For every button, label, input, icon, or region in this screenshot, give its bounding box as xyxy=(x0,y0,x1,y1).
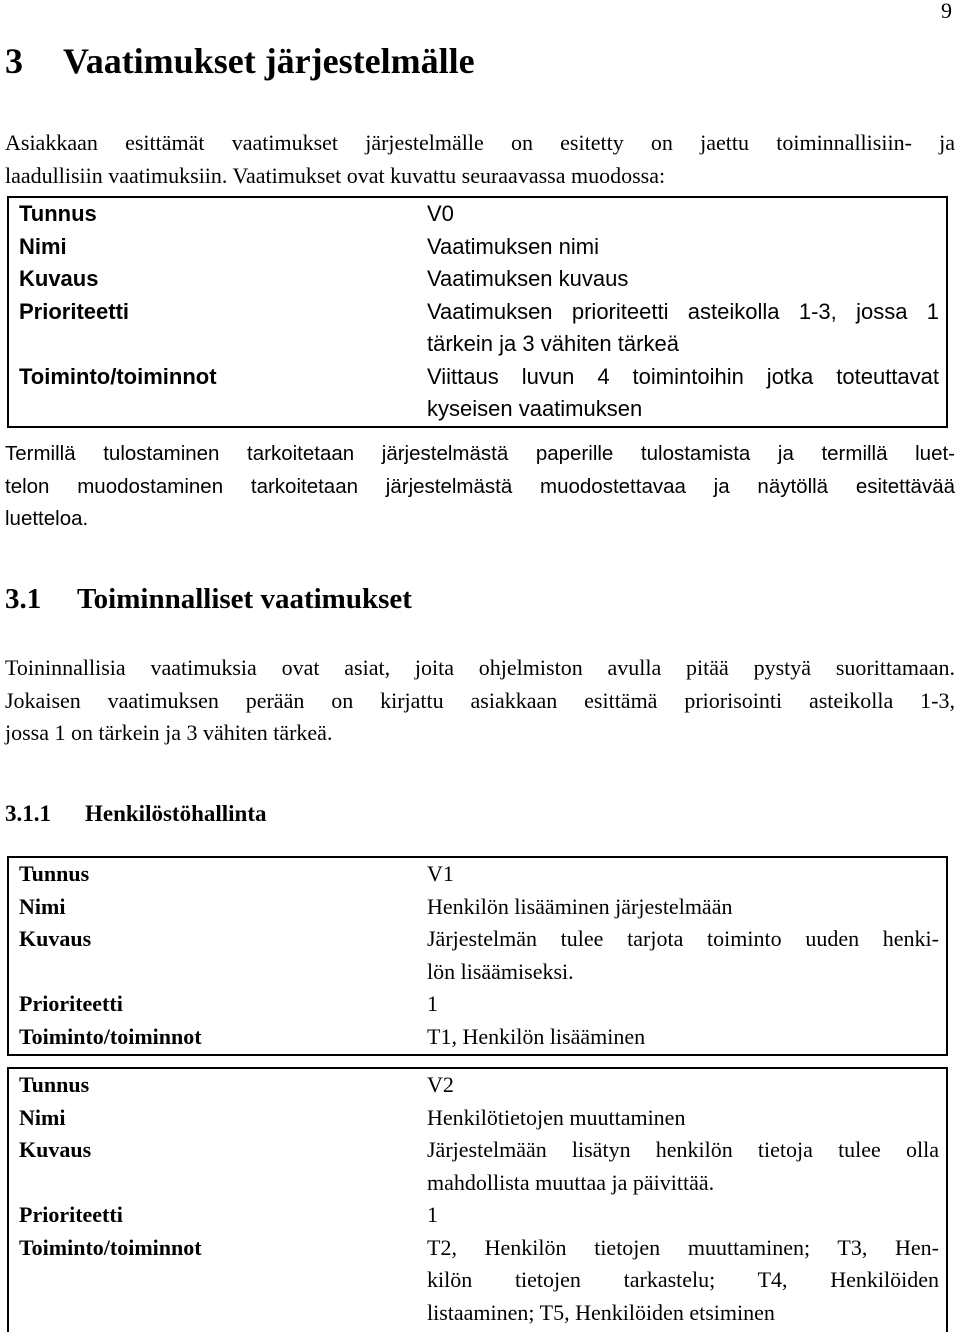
subsubsection-title: Henkilöstöhallinta xyxy=(85,801,267,826)
field-label: Nimi xyxy=(19,1104,66,1130)
table-row xyxy=(9,361,946,426)
field-value: T1, Henkilön lisääminen xyxy=(427,1023,646,1049)
field-label: Tunnus xyxy=(19,861,90,886)
field-value: Vaatimuksen nimi xyxy=(427,233,599,259)
paragraph-line: laadullisiin vaatimuksiin. Vaatimukset ovat kuvattu seuraavassa muodossa: xyxy=(5,162,666,188)
table-row xyxy=(9,1199,946,1232)
field-label: Nimi xyxy=(19,233,67,259)
section-title: Vaatimukset järjestelmälle xyxy=(63,41,475,81)
table-row xyxy=(9,1232,946,1330)
field-value: Järjestelmään lisätyn henkilön tietoja tulee olla mahdollista muuttaa ja päivittää. xyxy=(427,1137,939,1195)
table-row xyxy=(9,891,946,924)
field-value: Henkilön lisääminen järjestelmään xyxy=(427,893,733,919)
table-row xyxy=(9,1134,946,1199)
subsubsection-heading xyxy=(5,801,266,827)
field-value: Henkilötietojen muuttaminen xyxy=(427,1104,686,1130)
field-label: Nimi xyxy=(19,893,66,919)
field-value: Järjestelmän tulee tarjota toiminto uuden henki- lön lisäämiseksi. xyxy=(427,926,939,984)
table-row xyxy=(9,858,946,891)
field-value: 1 xyxy=(427,991,438,1016)
table-row xyxy=(9,296,946,361)
subsection-heading xyxy=(5,583,412,616)
table-row xyxy=(9,263,946,296)
table-row xyxy=(9,1021,946,1054)
table-row xyxy=(9,1102,946,1135)
requirement-table-v1 xyxy=(7,856,948,1056)
field-value: 1 xyxy=(427,1202,438,1227)
section-heading xyxy=(5,40,475,82)
paragraph-line: luetteloa. xyxy=(5,507,89,530)
requirement-template-table xyxy=(7,196,948,428)
field-label: Prioriteetti xyxy=(19,298,130,324)
field-label: Tunnus xyxy=(19,1072,90,1097)
subsection-number: 3.1 xyxy=(5,583,42,615)
field-value: Viittaus luvun 4 toimintoihin jotka toteuttavat kyseisen vaatimuksen xyxy=(427,363,939,421)
field-label: Toiminto/toiminnot xyxy=(19,1234,202,1260)
field-label: Kuvaus xyxy=(19,1137,92,1162)
paragraph-line: telon muodostaminen tarkoitetaan järjestelmästä muodostettavaa ja näytöllä esitettävää xyxy=(5,474,955,498)
requirement-table-v2 xyxy=(7,1067,948,1332)
paragraph-line: jossa 1 on tärkein ja 3 vähiten tärkeä. xyxy=(5,720,333,745)
paragraph-line: Asiakkaan esittämät vaatimukset järjestelmälle on esitetty on jaettu toiminnallisiin- ja xyxy=(5,130,955,155)
field-value: V0 xyxy=(427,201,454,226)
paragraph-line: Toininnallisia vaatimuksia ovat asiat, joita ohjelmiston avulla pitää pystyä suorittamaan. xyxy=(5,655,955,680)
table-row xyxy=(9,1069,946,1102)
term-paragraph xyxy=(5,438,955,536)
table-row xyxy=(9,198,946,231)
field-label: Kuvaus xyxy=(19,926,92,951)
subsection-title: Toiminnalliset vaatimukset xyxy=(77,583,412,615)
field-label: Toiminto/toiminnot xyxy=(19,1023,202,1049)
field-value: T2, Henkilön tietojen muuttaminen; T3, Hen- kilön tietojen tarkastelu; T4, Henkilöiden listaaminen; T5, Henkilöiden etsiminen xyxy=(427,1234,939,1325)
field-value: Vaatimuksen prioriteetti asteikolla 1-3, jossa 1 tärkein ja 3 vähiten tärkeä xyxy=(427,298,939,356)
paragraph-line: Termillä tulostaminen tarkoitetaan järjestelmästä paperille tulostamista ja termillä luet- xyxy=(5,442,955,465)
field-label: Kuvaus xyxy=(19,266,99,291)
field-label: Toiminto/toiminnot xyxy=(19,363,217,389)
field-label: Tunnus xyxy=(19,201,97,226)
page-number: 9 xyxy=(941,0,952,23)
intro-paragraph xyxy=(5,127,955,192)
field-value: V2 xyxy=(427,1072,454,1097)
field-label: Prioriteetti xyxy=(19,1202,123,1227)
section-number: 3 xyxy=(5,41,23,81)
field-label: Prioriteetti xyxy=(19,991,123,1016)
table-row xyxy=(9,231,946,264)
paragraph-line: Jokaisen vaatimuksen perään on kirjattu asiakkaan esittämä priorisointi asteikolla 1-3, xyxy=(5,687,955,713)
field-value: V1 xyxy=(427,861,454,886)
subsubsection-number: 3.1.1 xyxy=(5,801,51,826)
field-value: Vaatimuksen kuvaus xyxy=(427,266,629,291)
table-row xyxy=(9,988,946,1021)
functional-paragraph xyxy=(5,652,955,750)
table-row xyxy=(9,923,946,988)
